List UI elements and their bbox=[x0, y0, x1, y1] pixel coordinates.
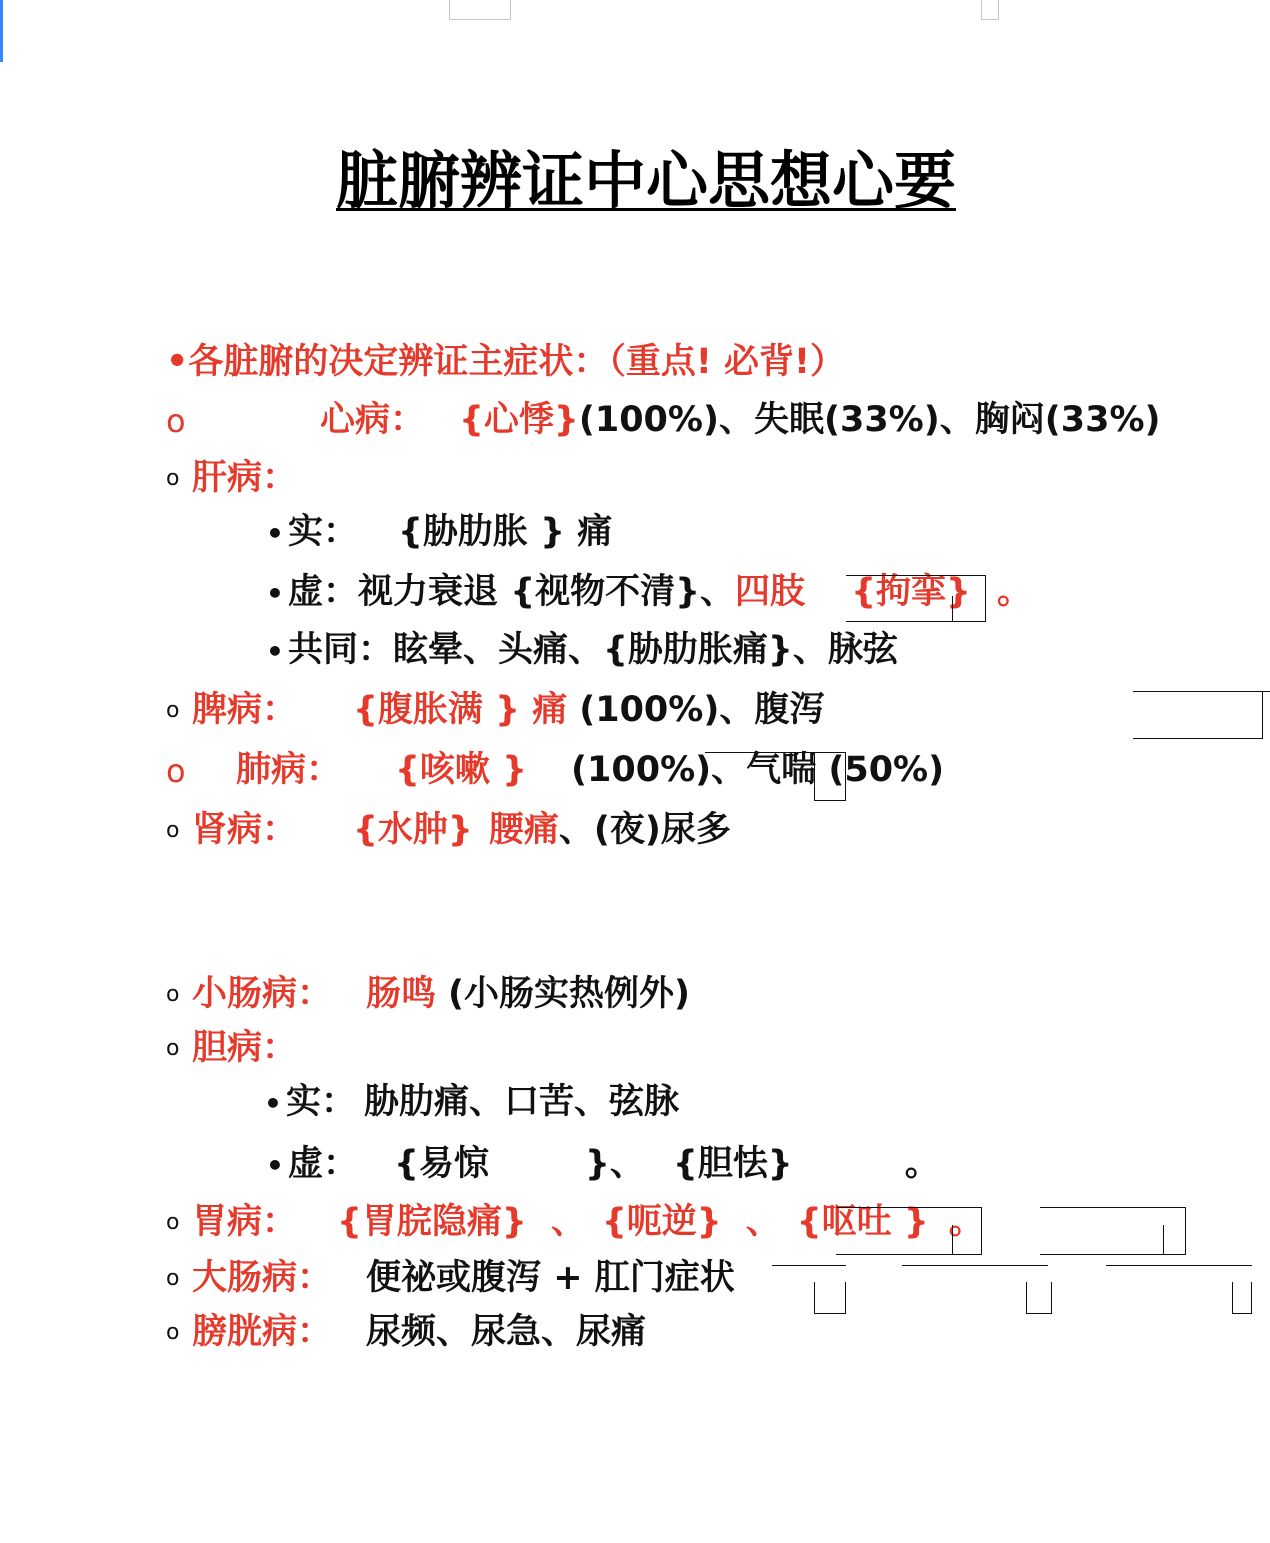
large-intestine-label: 大肠病： bbox=[192, 1258, 333, 1298]
heart-row bbox=[166, 398, 1161, 443]
liver-shi-prefix: 实： bbox=[288, 512, 359, 552]
liver-xu-red-spasm: {拘挛} bbox=[851, 572, 971, 612]
blank-bracket bbox=[814, 752, 846, 801]
stomach-key-vomiting: {呕吐 } bbox=[796, 1202, 929, 1242]
kidney-other-symptoms: 、(夜)尿多 bbox=[558, 810, 731, 850]
gallbladder-row bbox=[166, 1026, 297, 1071]
blank-bracket bbox=[846, 575, 986, 622]
bullet-marker: o bbox=[166, 752, 186, 790]
stomach-period: 。 bbox=[948, 1202, 984, 1242]
small-intestine-label: 小肠病： bbox=[192, 974, 333, 1014]
page-edge-marker bbox=[0, 0, 3, 62]
gallbladder-label: 胆病： bbox=[192, 1028, 298, 1068]
kidney-back-pain: 腰痛 bbox=[488, 810, 559, 850]
blank-bracket bbox=[1026, 1282, 1052, 1314]
kidney-label: 肾病： bbox=[192, 810, 298, 850]
lung-key-symptom: {咳嗽 } bbox=[395, 750, 528, 790]
gallbladder-xu-text2: }、 bbox=[584, 1144, 645, 1184]
blank-tick bbox=[1163, 1225, 1164, 1255]
bullet-marker: o bbox=[166, 1036, 180, 1061]
liver-common-text: 眩晕、头痛、{胁肋胀痛}、脉弦 bbox=[393, 630, 898, 670]
blank-bracket bbox=[836, 1207, 982, 1255]
stomach-label: 胃病： bbox=[192, 1202, 298, 1242]
spleen-label: 脾病： bbox=[192, 690, 298, 730]
spleen-other-symptoms: (100%)、腹泻 bbox=[579, 690, 825, 730]
small-intestine-key-symptom: 肠鸣 bbox=[366, 974, 437, 1014]
liver-common-row bbox=[266, 628, 898, 674]
stomach-key-hiccup: {呃逆} bbox=[601, 1202, 722, 1242]
bullet-dot: • bbox=[266, 1149, 284, 1182]
lung-other-symptoms: (100%)、气喘 (50%) bbox=[571, 750, 945, 790]
bullet-dot: • bbox=[266, 517, 284, 550]
top-placeholder-box bbox=[449, 0, 511, 20]
kidney-key-symptom: {水肿} bbox=[353, 810, 473, 850]
blank-bracket bbox=[1133, 691, 1263, 739]
blank-bracket bbox=[814, 1282, 846, 1314]
large-intestine-row bbox=[166, 1256, 735, 1301]
bullet-marker: o bbox=[166, 1210, 180, 1235]
spleen-row bbox=[166, 688, 824, 733]
bullet-marker: o bbox=[166, 982, 180, 1007]
gallbladder-xu-text1: {易惊 bbox=[394, 1144, 489, 1184]
bladder-symptoms: 尿频、尿急、尿痛 bbox=[366, 1312, 647, 1352]
section-heading: •各脏腑的决定辨证主症状：（重点! 必背!） bbox=[166, 342, 845, 382]
bullet-dot: • bbox=[266, 635, 284, 668]
bullet-marker: o bbox=[166, 1266, 180, 1291]
heart-key-symptom: {心悸} bbox=[459, 400, 579, 440]
bladder-row bbox=[166, 1310, 646, 1355]
liver-xu-red-limbs: 四肢 bbox=[735, 572, 806, 612]
bladder-label: 膀胱病： bbox=[192, 1312, 333, 1352]
lung-label: 肺病： bbox=[236, 750, 342, 790]
liver-common-prefix: 共同： bbox=[288, 630, 394, 670]
bullet-dot: • bbox=[266, 577, 284, 610]
gallbladder-xu-prefix: 虚： bbox=[288, 1144, 359, 1184]
liver-label: 肝病： bbox=[192, 458, 298, 498]
spleen-key-symptom: {腹胀满 } 痛 bbox=[353, 690, 568, 730]
blank-bracket bbox=[1040, 1207, 1186, 1255]
bullet-dot: • bbox=[264, 1087, 282, 1120]
small-intestine-note: (小肠实热例外) bbox=[448, 974, 691, 1014]
blank-underline bbox=[1106, 1265, 1252, 1266]
page-title: 脏腑辨证中心思想心要 bbox=[336, 144, 957, 217]
blank-bracket bbox=[1232, 1282, 1252, 1314]
gallbladder-shi-prefix: 实： bbox=[286, 1082, 357, 1122]
gallbladder-xu-text3: {胆怯} bbox=[672, 1144, 793, 1184]
blank-tick bbox=[952, 1225, 953, 1255]
blank-tick bbox=[952, 596, 953, 622]
bullet-marker: o bbox=[166, 698, 180, 723]
bullet-marker: o bbox=[166, 818, 180, 843]
stomach-separator: 、 bbox=[745, 1202, 781, 1242]
top-placeholder-box bbox=[981, 0, 999, 20]
liver-row bbox=[166, 456, 297, 501]
liver-shi-row bbox=[266, 510, 612, 556]
blank-underline bbox=[902, 1265, 1048, 1266]
liver-xu-text: 视力衰退 {视物不清}、 bbox=[358, 572, 736, 612]
bullet-marker: o bbox=[166, 466, 180, 491]
liver-shi-text: {胁肋胀 } 痛 bbox=[398, 512, 613, 552]
stomach-separator: 、 bbox=[550, 1202, 586, 1242]
large-intestine-symptoms: 便祕或腹泻 + 肛门症状 bbox=[366, 1258, 735, 1298]
gallbladder-xu-period: 。 bbox=[904, 1144, 940, 1184]
gallbladder-shi-text: 胁肋痛、口苦、弦脉 bbox=[364, 1082, 680, 1122]
liver-xu-prefix: 虚： bbox=[288, 572, 359, 612]
bullet-marker: o bbox=[166, 402, 186, 440]
kidney-row bbox=[166, 808, 731, 853]
gallbladder-shi-row bbox=[264, 1080, 679, 1126]
bullet-marker: o bbox=[166, 1320, 180, 1345]
heart-label: 心病： bbox=[320, 400, 426, 440]
small-intestine-row bbox=[166, 972, 690, 1017]
gallbladder-xu-row bbox=[266, 1142, 940, 1188]
liver-xu-period: 。 bbox=[996, 572, 1032, 612]
stomach-key-epigastric-pain: {胃脘隐痛} bbox=[337, 1202, 527, 1242]
heart-other-symptoms: (100%)、失眠(33%)、胸闷(33%) bbox=[578, 400, 1161, 440]
blank-underline bbox=[772, 1265, 846, 1266]
